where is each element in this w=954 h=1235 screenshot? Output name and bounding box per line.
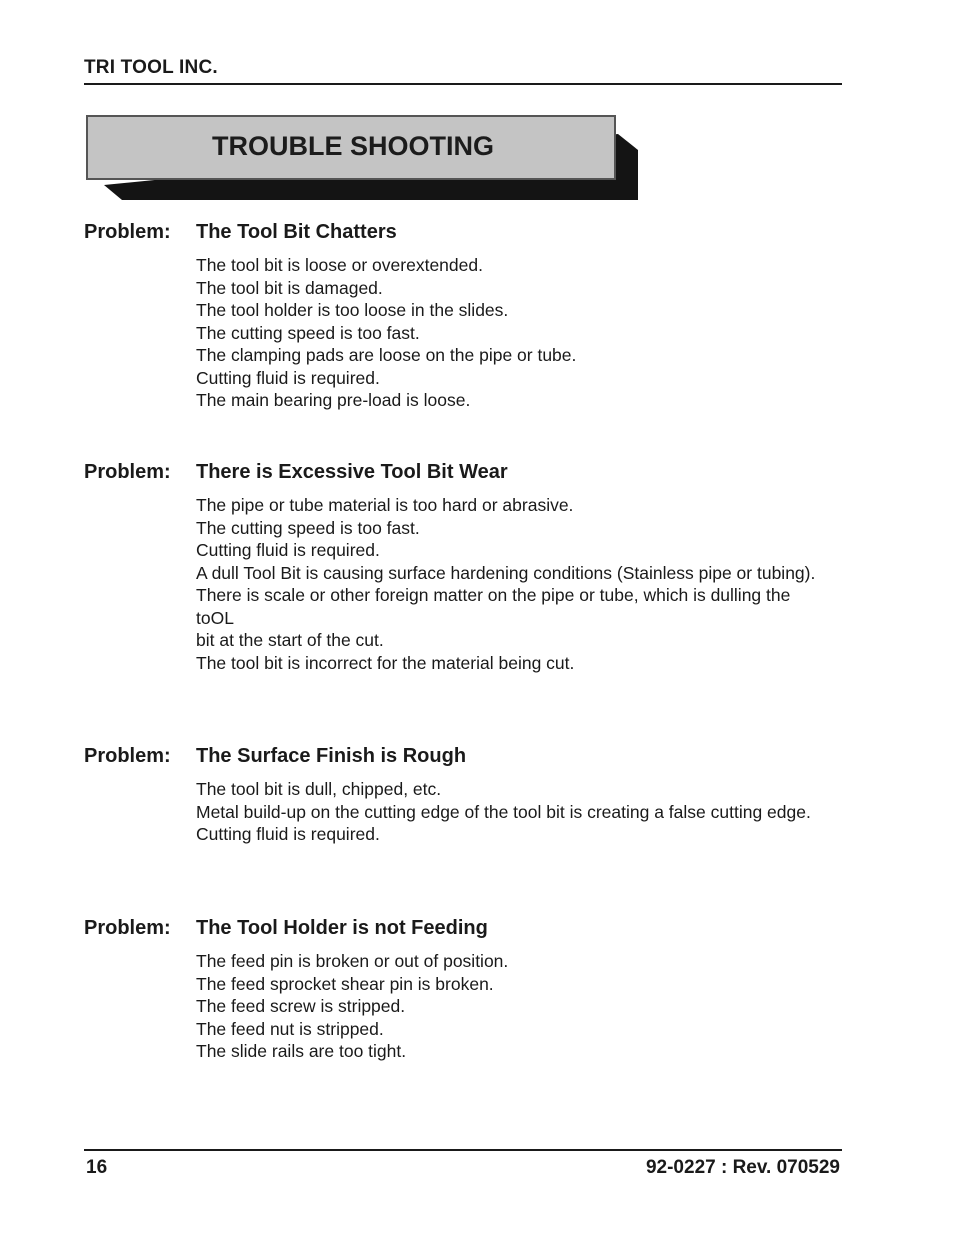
problem-title: The Tool Bit Chatters (196, 221, 397, 243)
problem-label: Problem: (84, 221, 171, 243)
cause-list (196, 254, 816, 412)
cause-item: The cutting speed is too fast. (196, 322, 420, 343)
problem-label: Problem: (84, 461, 171, 483)
problem-title: The Tool Holder is not Feeding (196, 917, 488, 939)
cause-item: A dull Tool Bit is causing surface hardening conditions (Stainless pipe or tubing). (196, 562, 816, 583)
cause-item: Cutting fluid is required. (196, 540, 380, 560)
problem-block-3 (84, 745, 844, 844)
header-divider (84, 83, 842, 85)
cause-item: Cutting fluid is required. (196, 367, 380, 388)
problem-title: The Surface Finish is Rough (196, 745, 467, 767)
section-title-box (86, 115, 616, 180)
problem-heading (84, 461, 844, 485)
cause-item: The slide rails are too tight. (196, 1041, 407, 1061)
cause-item: The clamping pads are loose on the pipe or tube. (196, 345, 577, 365)
cause-list (196, 778, 816, 846)
cause-item: The tool bit is incorrect for the material being cut. (196, 652, 575, 673)
cause-item: The tool bit is damaged. (196, 277, 383, 298)
cause-item: The feed pin is broken or out of position. (196, 951, 509, 971)
page-number: 16 (86, 1157, 108, 1178)
cause-item: The tool bit is loose or overextended. (196, 255, 483, 275)
cause-item: The cutting speed is too fast. (196, 517, 420, 538)
cause-item: There is scale or other foreign matter on the pipe or tube, which is dulling the toOL (196, 585, 791, 628)
cause-item: The pipe or tube material is too hard or abrasive. (196, 495, 574, 515)
cause-list (196, 950, 816, 1063)
cause-item: The feed nut is stripped. (196, 1018, 384, 1039)
cause-item: The tool holder is too loose in the slides. (196, 300, 509, 320)
document-revision: 92-0227 : Rev. 070529 (645, 1157, 840, 1178)
cause-item: bit at the start of the cut. (196, 630, 384, 650)
problem-heading (84, 221, 844, 245)
cause-item: Metal build-up on the cutting edge of the tool bit is creating a false cutting edge. (196, 801, 811, 822)
section-title: TROUBLE SHOOTING (212, 131, 494, 161)
cause-item: The tool bit is dull, chipped, etc. (196, 779, 442, 799)
cause-item: Cutting fluid is required. (196, 824, 380, 844)
problem-block-1 (84, 221, 844, 410)
cause-item: The main bearing pre-load is loose. (196, 390, 471, 410)
problem-heading (84, 917, 844, 941)
cause-item: The feed sprocket shear pin is broken. (196, 973, 494, 994)
cause-list (196, 494, 816, 674)
problem-heading (84, 745, 844, 769)
problem-label: Problem: (84, 745, 171, 767)
company-name: TRI TOOL INC. (84, 57, 218, 78)
problem-label: Problem: (84, 917, 171, 939)
problem-block-4 (84, 917, 844, 1061)
problem-title: There is Excessive Tool Bit Wear (196, 461, 508, 483)
problem-block-2 (84, 461, 844, 673)
footer-divider (84, 1149, 842, 1151)
cause-item: The feed screw is stripped. (196, 996, 406, 1016)
